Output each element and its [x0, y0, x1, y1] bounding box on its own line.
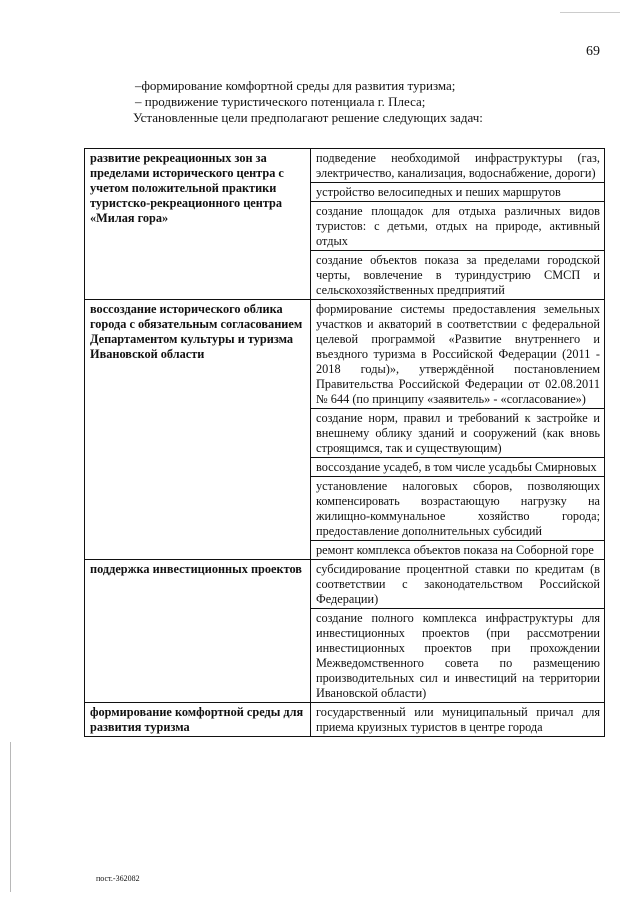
task-cell: воссоздание усадеб, в том числе усадьбы Смирновых: [311, 458, 605, 477]
footer-document-code: пост.-362082: [96, 874, 140, 883]
table-row: [85, 703, 605, 737]
task-cell: ремонт комплекса объектов показа на Соборной горе: [311, 541, 605, 560]
task-cell: подведение необходимой инфраструктуры (газ, электричество, канализация, водоснабжение, дороги): [311, 149, 605, 183]
table-row: [85, 560, 605, 609]
goal-cell: поддержка инвестиционных проектов: [85, 560, 311, 703]
scan-mark: [10, 742, 11, 892]
page-number: 69: [586, 44, 600, 59]
intro-line: –формирование комфортной среды для развития туризма;: [135, 78, 456, 93]
task-cell: создание норм, правил и требований к застройке и внешнему облику зданий и сооружений (как вновь строящимся, так и существующим): [311, 409, 605, 458]
task-cell: создание площадок для отдыха различных видов туристов: с детьми, отдых на природе, активный отдых: [311, 202, 605, 251]
goal-cell: воссоздание исторического облика города с обязательным согласованием Департаментом культуры и туризма Ивановской области: [85, 300, 311, 560]
intro-text: [133, 78, 613, 126]
goal-cell: формирование комфортной среды для развития туризма: [85, 703, 311, 737]
goal-cell: развитие рекреационных зон за пределами исторического центра с учетом положительной практики туристско-рекреационного центра «Милая гора»: [85, 149, 311, 300]
goals-tasks-table: [84, 148, 605, 737]
task-cell: государственный или муниципальный причал для приема круизных туристов в центре города: [311, 703, 605, 737]
task-cell: формирование системы предоставления земельных участков и акваторий в соответствии с федеральной целевой программой «Развитие внутреннего и въездного туризма в Российской Федерации (2011 - 2018 годы)», утверждённой постановлением Правительства Российской Федерации от 02.08.2011 № 644 (по принципу «заявитель» - «согласование»): [311, 300, 605, 409]
intro-line: Установленные цели предполагают решение следующих задач:: [133, 110, 483, 125]
task-cell: установление налоговых сборов, позволяющих компенсировать возрастающую нагрузку на жилищно-коммунальное хозяйство города; предоставление дополнительных субсидий: [311, 477, 605, 541]
table-row: [85, 149, 605, 183]
table-row: [85, 300, 605, 409]
intro-line: – продвижение туристического потенциала г. Плеса;: [135, 94, 426, 109]
task-cell: субсидирование процентной ставки по кредитам (в соответствии с законодательством Российской Федерации): [311, 560, 605, 609]
scan-mark: [560, 12, 620, 13]
task-cell: устройство велосипедных и пеших маршрутов: [311, 183, 605, 202]
task-cell: создание объектов показа за пределами городской черты, вовлечение в туриндустрию СМСП и сельскохозяйственных предприятий: [311, 251, 605, 300]
task-cell: создание полного комплекса инфраструктуры для инвестиционных проектов (при рассмотрении инвестиционных проектов при прохождении Межведомственного совета по размещению производительных сил и инвестиций на территории Ивановской области): [311, 609, 605, 703]
